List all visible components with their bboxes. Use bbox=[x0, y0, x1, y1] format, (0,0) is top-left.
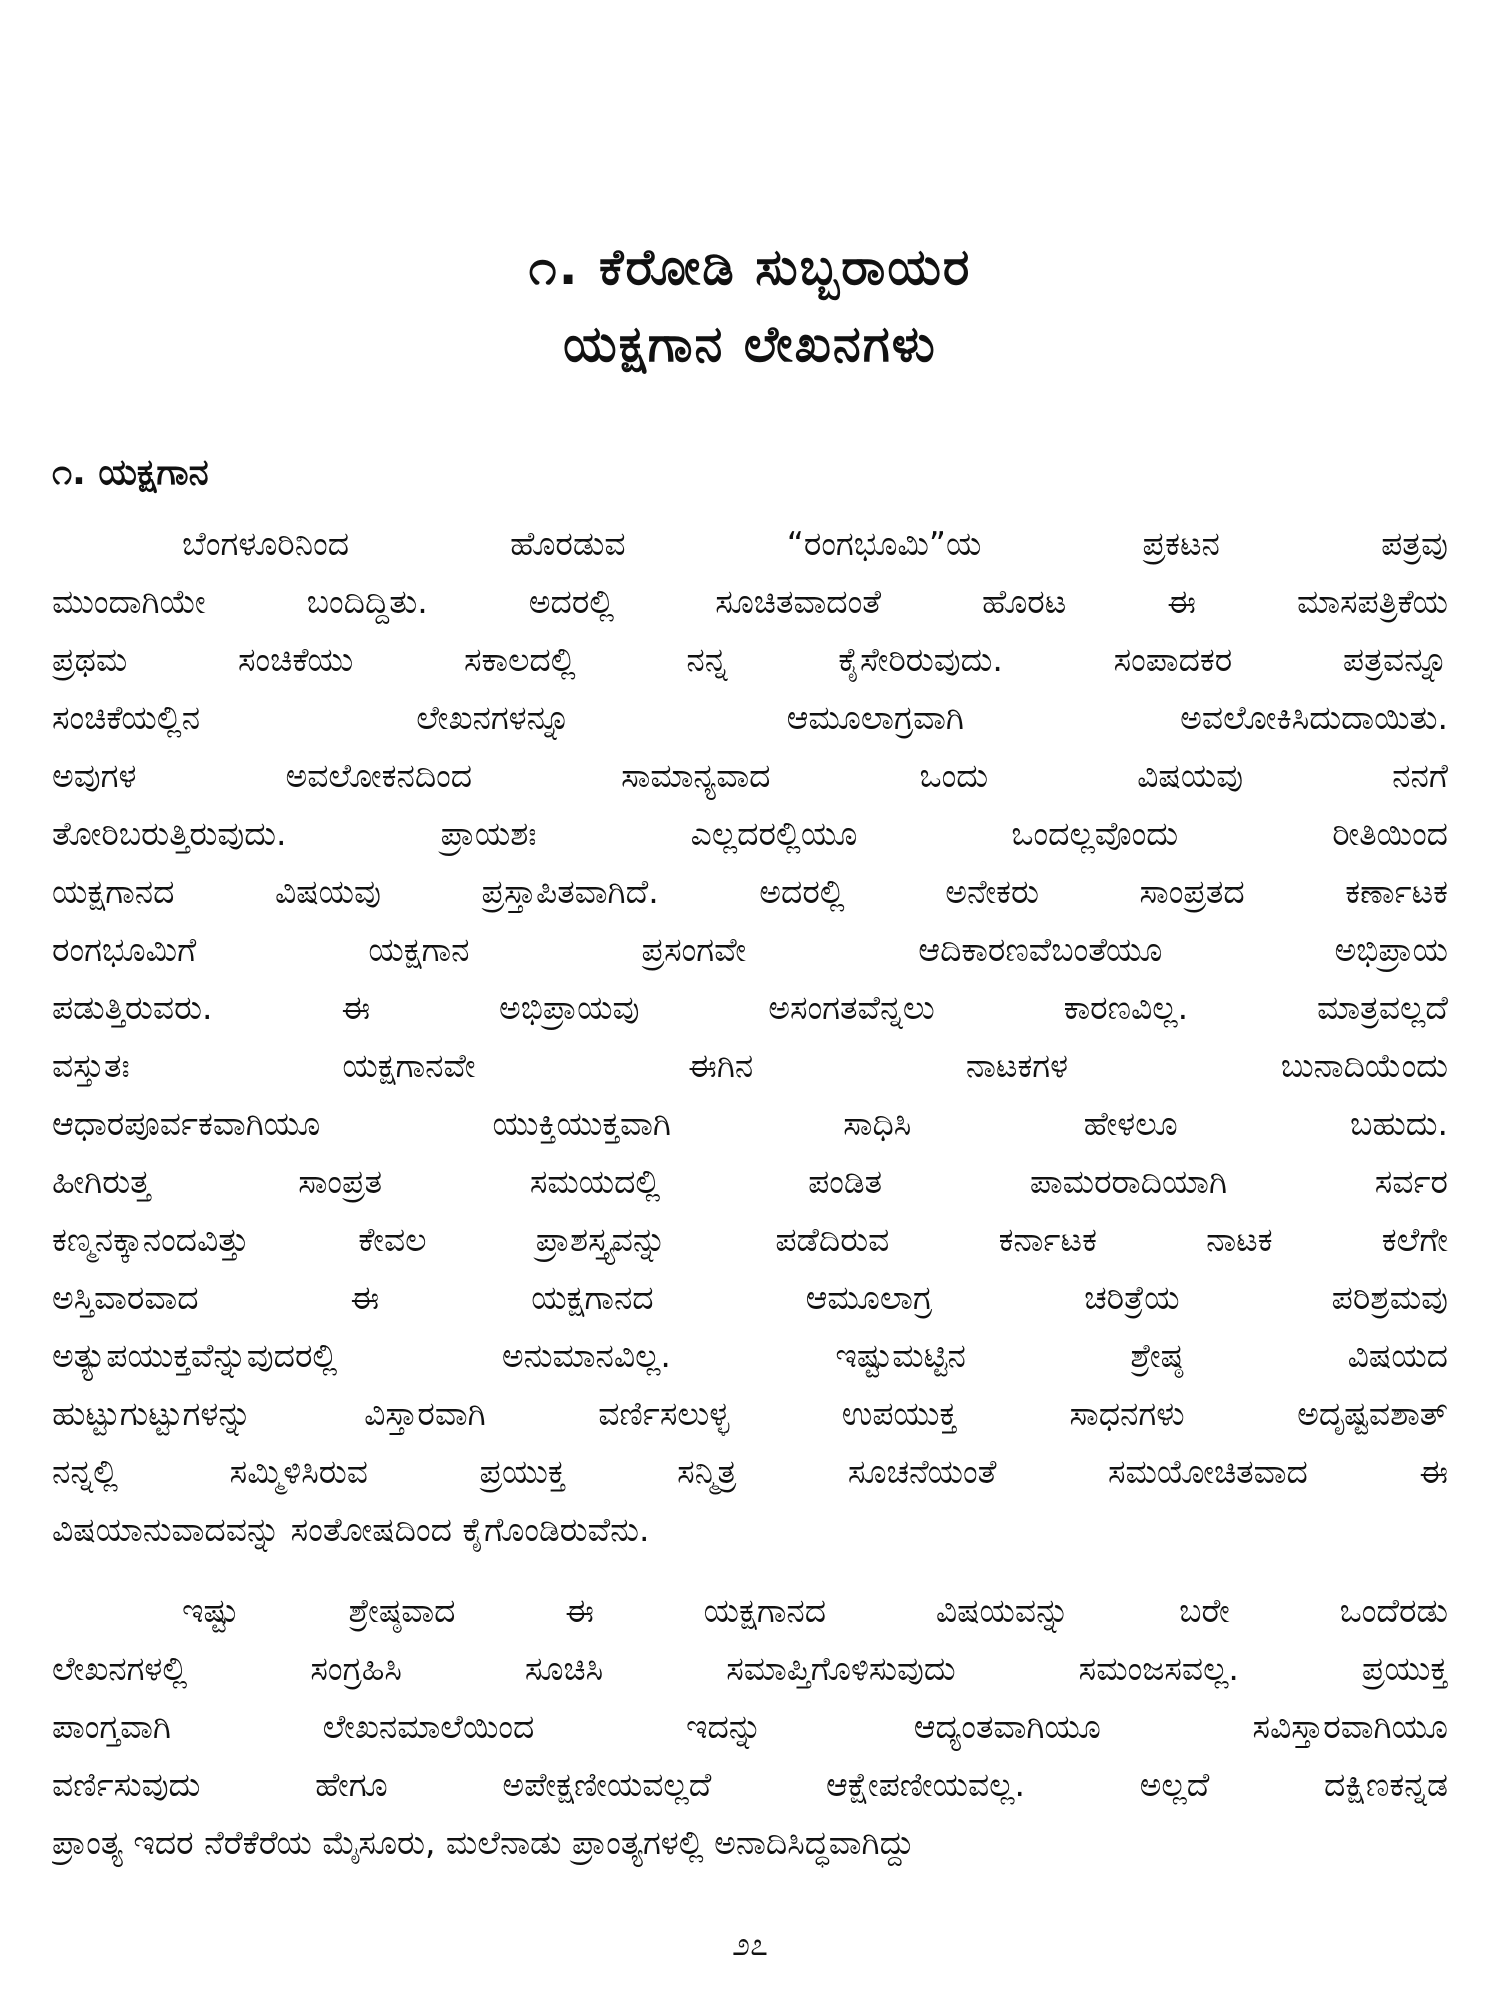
page-number: ೨೭ bbox=[732, 1925, 768, 1963]
chapter-title-line-1: ೧. ಕೆರೋಡಿ ಸುಬ್ಬರಾಯರ bbox=[528, 238, 972, 296]
text-line: ವರ್ಣಿಸುವುದು ಹೇಗೂ ಅಪೇಕ್ಷಣೀಯವಲ್ಲದೆ ಆಕ್ಷೇಪಣೀಯವಲ್ಲ. ಅಲ್ಲದೆ ದಕ್ಷಿಣಕನ್ನಡ bbox=[52, 1765, 1448, 1804]
chapter-title-line-2: ಯಕ್ಷಗಾನ ಲೇಖನಗಳು bbox=[563, 315, 937, 373]
text-line: ಲೇಖನಗಳಲ್ಲಿ ಸಂಗ್ರಹಿಸಿ ಸೂಚಿಸಿ ಸಮಾಪ್ತಿಗೊಳಿಸುವುದು ಸಮಂಜಸವಲ್ಲ. ಪ್ರಯುಕ್ತ bbox=[52, 1649, 1448, 1688]
text-line: ಪ್ರಾಂತ್ಯ ಇದರ ನೆರೆಕೆರೆಯ ಮೈಸೂರು, ಮಲೆನಾಡು ಪ್ರಾಂತ್ಯಗಳಲ್ಲಿ ಅನಾದಿಸಿದ್ಧವಾಗಿದ್ದು bbox=[52, 1823, 915, 1862]
text-line: ಪಡುತ್ತಿರುವರು. ಈ ಅಭಿಪ್ರಾಯವು ಅಸಂಗತವೆನ್ನಲು ಕಾರಣವಿಲ್ಲ. ಮಾತ್ರವಲ್ಲದೆ bbox=[52, 988, 1448, 1027]
text-line: ವಸ್ತುತಃ ಯಕ್ಷಗಾನವೇ ಈಗಿನ ನಾಟಕಗಳ ಬುನಾದಿಯೆಂದು bbox=[52, 1046, 1448, 1085]
text-line: ನನ್ನಲ್ಲಿ ಸಮ್ಮಿಳಿಸಿರುವ ಪ್ರಯುಕ್ತ ಸನ್ಮಿತ್ರ ಸೂಚನೆಯಂತೆ ಸಮಯೋಚಿತವಾದ ಈ bbox=[52, 1452, 1448, 1491]
text-line: ಯಕ್ಷಗಾನದ ವಿಷಯವು ಪ್ರಸ್ತಾಪಿತವಾಗಿದೆ. ಅದರಲ್ಲಿ ಅನೇಕರು ಸಾಂಪ್ರತದ ಕರ್ಣಾಟಕ bbox=[52, 872, 1448, 911]
text-line: ಮುಂದಾಗಿಯೇ ಬಂದಿದ್ದಿತು. ಅದರಲ್ಲಿ ಸೂಚಿತವಾದಂತೆ ಹೊರಟ ಈ ಮಾಸಪತ್ರಿಕೆಯ bbox=[52, 582, 1448, 621]
text-line: ತೋರಿಬರುತ್ತಿರುವುದು. ಪ್ರಾಯಶಃ ಎಲ್ಲದರಲ್ಲಿಯೂ ಒಂದಲ್ಲವೊಂದು ರೀತಿಯಿಂದ bbox=[52, 814, 1448, 853]
text-line: ಅವುಗಳ ಅವಲೋಕನದಿಂದ ಸಾಮಾನ್ಯವಾದ ಒಂದು ವಿಷಯವು ನನಗೆ bbox=[52, 756, 1448, 795]
paragraph bbox=[52, 1582, 1448, 1872]
paragraph bbox=[52, 515, 1448, 1559]
text-line: ಪಾಂಗ್ತವಾಗಿ ಲೇಖನಮಾಲೆಯಿಂದ ಇದನ್ನು ಆದ್ಯಂತವಾಗಿಯೂ ಸವಿಸ್ತಾರವಾಗಿಯೂ bbox=[52, 1707, 1448, 1746]
text-line: ಪ್ರಥಮ ಸಂಚಿಕೆಯು ಸಕಾಲದಲ್ಲಿ ನನ್ನ ಕೈಸೇರಿರುವುದು. ಸಂಪಾದಕರ ಪತ್ರವನ್ನೂ bbox=[52, 640, 1448, 679]
text-line: ಹುಟ್ಟುಗುಟ್ಟುಗಳನ್ನು ವಿಸ್ತಾರವಾಗಿ ವರ್ಣಿಸಲುಳ್ಳ ಉಪಯುಕ್ತ ಸಾಧನಗಳು ಅದೃಷ್ಟವಶಾತ್ bbox=[52, 1394, 1448, 1433]
text-line: ಅಸ್ತಿವಾರವಾದ ಈ ಯಕ್ಷಗಾನದ ಆಮೂಲಾಗ್ರ ಚರಿತ್ರೆಯ ಪರಿಶ್ರಮವು bbox=[52, 1278, 1448, 1317]
text-line: ಬೆಂಗಳೂರಿನಿಂದ ಹೊರಡುವ “ರಂಗಭೂಮಿ”ಯ ಪ್ರಕಟನ ಪತ್ರವು bbox=[182, 524, 1448, 563]
section-heading: ೧. ಯಕ್ಷಗಾನ bbox=[52, 452, 209, 493]
text-line: ಹೀಗಿರುತ್ತ ಸಾಂಪ್ರತ ಸಮಯದಲ್ಲಿ ಪಂಡಿತ ಪಾಮರರಾದಿಯಾಗಿ ಸರ್ವರ bbox=[52, 1162, 1448, 1201]
text-line: ಸಂಚಿಕೆಯಲ್ಲಿನ ಲೇಖನಗಳನ್ನೂ ಆಮೂಲಾಗ್ರವಾಗಿ ಅವಲೋಕಿಸಿದುದಾಯಿತು. bbox=[52, 698, 1448, 737]
text-line: ಇಷ್ಟು ಶ್ರೇಷ್ಠವಾದ ಈ ಯಕ್ಷಗಾನದ ವಿಷಯವನ್ನು ಬರೇ ಒಂದೆರಡು bbox=[182, 1591, 1448, 1630]
text-line: ವಿಷಯಾನುವಾದವನ್ನು ಸಂತೋಷದಿಂದ ಕೈಗೊಂಡಿರುವೆನು. bbox=[52, 1510, 650, 1549]
body-text bbox=[52, 515, 1448, 1872]
text-line: ಕಣ್ಮನಕ್ಕಾನಂದವಿತ್ತು ಕೇವಲ ಪ್ರಾಶಸ್ತ್ಯವನ್ನು ಪಡೆದಿರುವ ಕರ್ನಾಟಕ ನಾಟಕ ಕಲೆಗೇ bbox=[52, 1220, 1448, 1259]
text-line: ಆಧಾರಪೂರ್ವಕವಾಗಿಯೂ ಯುಕ್ತಿಯುಕ್ತವಾಗಿ ಸಾಧಿಸಿ ಹೇಳಲೂ ಬಹುದು. bbox=[52, 1104, 1448, 1143]
paragraph-gap bbox=[52, 1559, 1448, 1582]
text-line: ಅತ್ಯುಪಯುಕ್ತವೆನ್ನುವುದರಲ್ಲಿ ಅನುಮಾನವಿಲ್ಲ. ಇಷ್ಟುಮಟ್ಟಿನ ಶ್ರೇಷ್ಠ ವಿಷಯದ bbox=[52, 1336, 1448, 1375]
text-line: ರಂಗಭೂಮಿಗೆ ಯಕ್ಷಗಾನ ಪ್ರಸಂಗವೇ ಆದಿಕಾರಣವೆಬಂತೆಯೂ ಅಭಿಪ್ರಾಯ bbox=[52, 930, 1448, 969]
